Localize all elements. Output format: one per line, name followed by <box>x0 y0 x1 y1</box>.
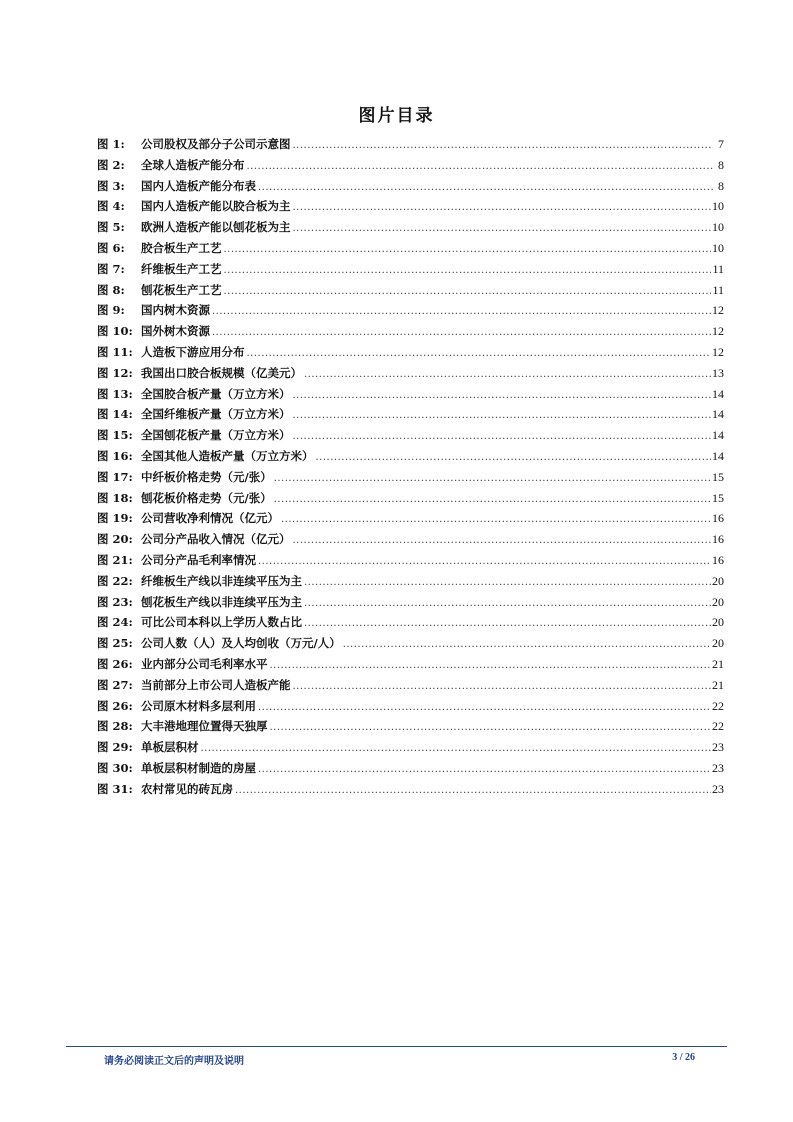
toc-entry-title: 公司分产品毛利率情况 <box>141 552 256 567</box>
toc-entry-label: 图 13: <box>97 386 133 401</box>
toc-entry-title: 刨花板价格走势（元/张） <box>141 490 272 505</box>
toc-leader-dots <box>212 327 711 338</box>
toc-entry-title: 公司股权及部分子公司示意图 <box>141 137 291 151</box>
toc-entry-page: 10 <box>712 199 724 214</box>
toc-entry-page: 16 <box>712 552 724 567</box>
toc-entry[interactable] <box>97 302 724 323</box>
toc-leader-dots <box>293 431 712 442</box>
toc-entry[interactable] <box>97 760 724 781</box>
toc-entry-label: 图 23: <box>97 594 133 609</box>
toc-leader-dots <box>316 452 712 463</box>
toc-entry-title: 欧洲人造板产能以刨花板为主 <box>141 220 291 235</box>
footer-disclaimer: 请务必阅读正文后的声明及说明 <box>104 1056 244 1067</box>
toc-entry-page: 8 <box>718 157 724 172</box>
toc-entry[interactable] <box>97 698 724 719</box>
toc-leader-dots <box>258 702 711 713</box>
footer-divider <box>66 1046 727 1047</box>
toc-entry-title: 中纤板价格走势（元/张） <box>141 469 272 484</box>
toc-entry-label: 图 4: <box>97 199 125 214</box>
toc-leader-dots <box>247 348 712 359</box>
toc-leader-dots <box>293 535 712 546</box>
toc-entry[interactable] <box>97 635 724 656</box>
toc-entry-title: 胶合板生产工艺 <box>141 240 222 255</box>
toc-entry-title: 全国刨花板产量（万立方米） <box>141 428 291 443</box>
toc-leader-dots <box>270 722 712 733</box>
toc-entry-label: 图 17: <box>97 469 133 484</box>
toc-entry-label: 图 29: <box>97 740 133 755</box>
toc-entry-label: 图 27: <box>97 677 133 692</box>
toc-entry-page: 21 <box>712 677 724 692</box>
toc-leader-dots <box>293 140 714 151</box>
toc-entry-label: 图 7: <box>97 261 125 276</box>
toc-entry-label: 图 14: <box>97 407 133 422</box>
toc-entry-page: 22 <box>712 698 724 713</box>
toc-entry-label: 图 1: <box>97 137 125 151</box>
toc-entry-label: 图 8: <box>97 282 125 297</box>
toc-entry[interactable] <box>97 178 724 199</box>
toc-entry-label: 图 22: <box>97 573 133 588</box>
toc-entry[interactable] <box>97 594 724 615</box>
toc-entry-title: 全球人造板产能分布 <box>141 157 245 172</box>
toc-entry-title: 公司营收净利情况（亿元） <box>141 511 279 526</box>
toc-entry-title: 业内部分公司毛利率水平 <box>141 656 268 671</box>
toc-entry-page: 23 <box>712 760 724 775</box>
toc-entry-page: 15 <box>712 490 724 505</box>
toc-entry-page: 23 <box>712 740 724 755</box>
toc-entry[interactable] <box>97 781 724 802</box>
toc-entry-label: 图 31: <box>97 781 133 796</box>
toc-entry-title: 农村常见的砖瓦房 <box>141 781 233 796</box>
toc-leader-dots <box>247 161 714 172</box>
toc-entry-title: 纤维板生产线以非连续平压为主 <box>141 573 302 588</box>
toc-entry-title: 当前部分上市公司人造板产能 <box>141 677 291 692</box>
toc-entry-page: 13 <box>712 365 724 380</box>
toc-entry[interactable] <box>97 718 724 739</box>
toc-entry-label: 图 3: <box>97 178 125 193</box>
toc-entry-page: 20 <box>712 573 724 588</box>
toc-entry-label: 图 26: <box>97 698 133 713</box>
toc-entry-title: 刨花板生产工艺 <box>141 282 222 297</box>
toc-entry[interactable] <box>97 386 724 407</box>
page-title: 图片目录 <box>358 106 435 126</box>
toc-entry-page: 14 <box>712 428 724 443</box>
toc-entry-label: 图 12: <box>97 365 133 380</box>
toc-entry-page: 21 <box>712 656 724 671</box>
toc-entry-title: 单板层积材 <box>141 740 199 755</box>
toc-entry[interactable] <box>97 510 724 531</box>
toc-leader-dots <box>201 743 712 754</box>
toc-leader-dots <box>224 265 712 276</box>
toc-entry[interactable] <box>97 677 724 698</box>
toc-entry-page: 8 <box>718 178 724 193</box>
toc-leader-dots <box>258 764 711 775</box>
toc-leader-dots <box>258 556 711 567</box>
toc-leader-dots <box>304 598 711 609</box>
toc-entry[interactable] <box>97 219 724 240</box>
toc-entry-label: 图 5: <box>97 220 125 235</box>
figure-toc-list <box>97 136 724 802</box>
toc-entry-title: 国内人造板产能分布表 <box>141 178 256 193</box>
toc-leader-dots <box>212 306 711 317</box>
toc-leader-dots <box>293 223 712 234</box>
toc-entry-page: 10 <box>712 220 724 235</box>
toc-entry-page: 12 <box>712 324 724 339</box>
toc-entry-page: 14 <box>712 407 724 422</box>
toc-leader-dots <box>293 202 712 213</box>
toc-entry-label: 图 24: <box>97 615 133 630</box>
toc-entry-page: 10 <box>712 240 724 255</box>
toc-leader-dots <box>343 639 711 650</box>
toc-entry[interactable] <box>97 136 724 157</box>
toc-leader-dots <box>281 514 711 525</box>
toc-entry[interactable] <box>97 448 724 469</box>
toc-entry-page: 11 <box>712 282 724 297</box>
toc-entry[interactable] <box>97 573 724 594</box>
toc-entry[interactable] <box>97 552 724 573</box>
toc-entry[interactable] <box>97 469 724 490</box>
toc-entry-title: 大丰港地理位置得天独厚 <box>141 719 268 734</box>
toc-entry-label: 图 25: <box>97 636 133 651</box>
toc-entry-label: 图 20: <box>97 532 133 547</box>
toc-leader-dots <box>293 681 712 692</box>
toc-entry-title: 刨花板生产线以非连续平压为主 <box>141 594 302 609</box>
toc-entry-page: 12 <box>712 344 724 359</box>
toc-entry[interactable] <box>97 365 724 386</box>
toc-leader-dots <box>270 660 712 671</box>
toc-entry-label: 图 16: <box>97 448 133 463</box>
toc-leader-dots <box>293 410 712 421</box>
toc-entry-title: 纤维板生产工艺 <box>141 261 222 276</box>
toc-entry-label: 图 9: <box>97 303 125 318</box>
toc-entry-page: 22 <box>712 719 724 734</box>
toc-entry[interactable] <box>97 614 724 635</box>
toc-entry-title: 公司分产品收入情况（亿元） <box>141 532 291 547</box>
toc-entry-title: 公司人数（人）及人均创收（万元/人） <box>141 636 341 651</box>
toc-entry-title: 单板层积材制造的房屋 <box>141 760 256 775</box>
toc-entry[interactable] <box>97 427 724 448</box>
toc-entry-title: 国内树木资源 <box>141 303 210 318</box>
toc-entry-label: 图 15: <box>97 428 133 443</box>
toc-entry-page: 16 <box>712 532 724 547</box>
toc-entry-page: 16 <box>712 511 724 526</box>
toc-entry-title: 国内人造板产能以胶合板为主 <box>141 199 291 214</box>
toc-entry-title: 国外树木资源 <box>141 324 210 339</box>
toc-entry-label: 图 6: <box>97 240 125 255</box>
toc-entry-page: 7 <box>718 137 724 151</box>
toc-leader-dots <box>304 577 711 588</box>
toc-entry-label: 图 18: <box>97 490 133 505</box>
toc-entry-title: 全国纤维板产量（万立方米） <box>141 407 291 422</box>
toc-leader-dots <box>224 286 712 297</box>
toc-entry[interactable] <box>97 656 724 677</box>
toc-entry-page: 23 <box>712 781 724 796</box>
toc-entry-page: 20 <box>712 636 724 651</box>
toc-entry[interactable] <box>97 344 724 365</box>
toc-entry-label: 图 11: <box>97 344 133 359</box>
toc-leader-dots <box>274 494 711 505</box>
toc-entry-page: 20 <box>712 594 724 609</box>
toc-leader-dots <box>235 785 711 796</box>
toc-entry[interactable] <box>97 531 724 552</box>
toc-entry-page: 12 <box>712 303 724 318</box>
toc-entry-page: 11 <box>712 261 724 276</box>
toc-leader-dots <box>304 618 711 629</box>
toc-leader-dots <box>224 244 712 255</box>
toc-entry-title: 公司原木材料多层利用 <box>141 698 256 713</box>
toc-entry-label: 图 28: <box>97 719 133 734</box>
toc-entry[interactable] <box>97 198 724 219</box>
toc-entry-label: 图 19: <box>97 511 133 526</box>
toc-entry[interactable] <box>97 157 724 178</box>
toc-leader-dots <box>258 182 713 193</box>
toc-entry-page: 14 <box>712 448 724 463</box>
toc-entry[interactable] <box>97 406 724 427</box>
toc-entry-title: 人造板下游应用分布 <box>141 344 245 359</box>
toc-entry-title: 可比公司本科以上学历人数占比 <box>141 615 302 630</box>
toc-entry-label: 图 2: <box>97 157 125 172</box>
toc-entry[interactable] <box>97 240 724 261</box>
toc-entry-page: 15 <box>712 469 724 484</box>
toc-entry-title: 全国其他人造板产量（万立方米） <box>141 448 314 463</box>
toc-leader-dots <box>304 369 711 380</box>
toc-entry[interactable] <box>97 282 724 303</box>
toc-leader-dots <box>293 390 712 401</box>
toc-entry-page: 20 <box>712 615 724 630</box>
toc-entry-page: 14 <box>712 386 724 401</box>
toc-entry-label: 图 21: <box>97 552 133 567</box>
toc-entry[interactable] <box>97 323 724 344</box>
toc-entry[interactable] <box>97 490 724 511</box>
toc-entry-label: 图 26: <box>97 656 133 671</box>
toc-entry-label: 图 30: <box>97 760 133 775</box>
toc-entry-title: 我国出口胶合板规模（亿美元） <box>141 365 302 380</box>
toc-leader-dots <box>274 473 711 484</box>
toc-entry[interactable] <box>97 739 724 760</box>
toc-entry[interactable] <box>97 261 724 282</box>
toc-entry-title: 全国胶合板产量（万立方米） <box>141 386 291 401</box>
footer-page-number: 3 / 26 <box>672 1052 695 1063</box>
toc-entry-label: 图 10: <box>97 324 133 339</box>
